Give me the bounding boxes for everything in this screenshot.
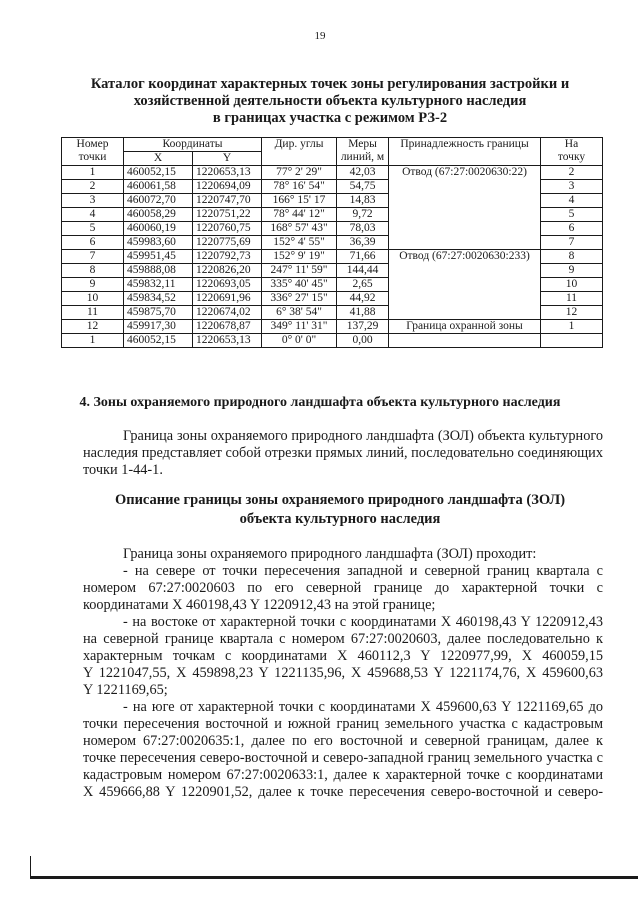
table-row <box>62 250 603 264</box>
cell-angle: 152° 4' 55" <box>262 236 337 250</box>
description-title-line: объекта культурного наследия <box>239 511 441 527</box>
page-number: 19 <box>314 30 326 42</box>
header-x: X <box>124 152 193 166</box>
text-line: номером 67:27:0020635:1, далее по его восточной и северной границам, далее к <box>83 733 603 749</box>
header-point-number: Номер точки <box>62 138 124 166</box>
text-line: номером 67:27:0020603 по его северной границе до характерной точки с <box>83 580 603 596</box>
cell-y: 1220693,05 <box>193 278 262 292</box>
catalog-title <box>60 76 600 127</box>
text-line: Граница зоны охраняемого природного ландшафта (ЗОЛ) проходит: <box>123 546 537 562</box>
catalog-title-line: в границах участка с режимом РЗ-2 <box>212 110 448 126</box>
cell-point: 9 <box>62 278 124 292</box>
text-line: точки 1-44-1. <box>83 462 163 478</box>
cell-x: 460052,15 <box>124 166 193 180</box>
cell-y: 1220792,73 <box>193 250 262 264</box>
description-lead <box>123 546 603 563</box>
cell-x: 460058,29 <box>124 208 193 222</box>
cell-point: 11 <box>62 306 124 320</box>
cell-length: 71,66 <box>337 250 389 264</box>
cell-to-point: 12 <box>541 306 603 320</box>
text-line: координатами X 460198,43 Y 1220912,43 на этой границе; <box>83 597 436 613</box>
cell-x: 459917,30 <box>124 320 193 334</box>
cell-y: 1220653,13 <box>193 166 262 180</box>
cell-point: 1 <box>62 334 124 348</box>
cell-length: 2,65 <box>337 278 389 292</box>
cell-x: 459875,70 <box>124 306 193 320</box>
catalog-title-line: Каталог координат характерных точек зоны регулирования застройки и <box>90 76 570 92</box>
cell-angle: 349° 11' 31" <box>262 320 337 334</box>
cell-to-point: 5 <box>541 208 603 222</box>
cell-to-point: 2 <box>541 166 603 180</box>
cell-to-point: 3 <box>541 180 603 194</box>
cell-to-point: 6 <box>541 222 603 236</box>
cell-y: 1220653,13 <box>193 334 262 348</box>
table-row <box>62 166 603 180</box>
cell-to-point: 4 <box>541 194 603 208</box>
text-line: на северной границе квартала с номером 67:27:0020603, далее последовательно к <box>83 631 603 647</box>
text-line: точке пересечения северо-восточной и северо-западной границ земельного участка с <box>83 750 603 766</box>
cell-boundary: Отвод (67:27:0020630:22) <box>389 166 541 250</box>
table-row <box>62 334 603 348</box>
cell-angle: 336° 27' 15" <box>262 292 337 306</box>
text-line: - на востоке от характерной точки с координатами X 460198,43 Y 1220912,43 <box>123 614 603 630</box>
cell-angle: 0° 0' 0" <box>262 334 337 348</box>
catalog-title-line: хозяйственной деятельности объекта культурного наследия <box>133 93 527 109</box>
header-boundary: Принадлежность границы <box>389 138 541 166</box>
cell-boundary-empty <box>389 334 541 348</box>
header-coordinates: Координаты <box>124 138 262 152</box>
cell-boundary: Отвод (67:27:0020630:233) <box>389 250 541 320</box>
table-row <box>62 320 603 334</box>
cell-point: 7 <box>62 250 124 264</box>
header-direction: Дир. углы <box>262 138 337 166</box>
cell-point: 8 <box>62 264 124 278</box>
cell-point: 12 <box>62 320 124 334</box>
cell-point: 3 <box>62 194 124 208</box>
cell-to-point: 9 <box>541 264 603 278</box>
cell-angle: 152° 9' 19" <box>262 250 337 264</box>
cell-y: 1220826,20 <box>193 264 262 278</box>
cell-y: 1220751,22 <box>193 208 262 222</box>
text-line: наследия представляет собой отрезки прямых линий, последовательно соединяющих <box>83 445 603 461</box>
text-line: кадастровым номером 67:27:0020633:1, далее к характерной точке с координатами <box>83 767 603 783</box>
header-y: Y <box>193 152 262 166</box>
cell-length: 0,00 <box>337 334 389 348</box>
cell-x: 459951,45 <box>124 250 193 264</box>
cell-x: 459888,08 <box>124 264 193 278</box>
cell-to-point: 7 <box>541 236 603 250</box>
cell-x: 459832,11 <box>124 278 193 292</box>
cell-x: 460061,58 <box>124 180 193 194</box>
text-line: Граница зоны охраняемого природного ландшафта (ЗОЛ) объекта культурного <box>123 428 603 444</box>
cell-length: 41,88 <box>337 306 389 320</box>
cell-boundary: Граница охранной зоны <box>389 320 541 334</box>
cell-point: 5 <box>62 222 124 236</box>
description-body <box>83 563 603 801</box>
cell-length: 42,03 <box>337 166 389 180</box>
cell-point: 1 <box>62 166 124 180</box>
cell-point: 2 <box>62 180 124 194</box>
cell-angle: 247° 11' 59" <box>262 264 337 278</box>
cell-angle: 78° 44' 12" <box>262 208 337 222</box>
text-line: Y 1221047,55, X 459898,23 Y 1221135,96, X 459688,53 Y 1221174,76, X 459600,63 <box>83 665 603 681</box>
coordinates-table <box>61 137 603 348</box>
cell-x: 460072,70 <box>124 194 193 208</box>
cell-y: 1220694,09 <box>193 180 262 194</box>
cell-length: 44,92 <box>337 292 389 306</box>
cell-length: 54,75 <box>337 180 389 194</box>
cell-length: 144,44 <box>337 264 389 278</box>
cell-to-point: 1 <box>541 320 603 334</box>
cell-angle: 166° 15' 17 <box>262 194 337 208</box>
cell-to-point: 11 <box>541 292 603 306</box>
section-heading: 4. Зоны охраняемого природного ландшафта объекта культурного наследия <box>79 395 561 410</box>
scan-edge-mark <box>30 856 31 878</box>
cell-y: 1220760,75 <box>193 222 262 236</box>
cell-point: 4 <box>62 208 124 222</box>
text-line: - на юге от характерной точки с координатами X 459600,63 Y 1221169,65 до <box>123 699 603 715</box>
scan-edge-bar <box>30 876 638 879</box>
cell-to-point <box>541 334 603 348</box>
cell-angle: 77° 2' 29" <box>262 166 337 180</box>
cell-y: 1220678,87 <box>193 320 262 334</box>
cell-length: 36,39 <box>337 236 389 250</box>
intro-paragraph <box>83 428 603 479</box>
cell-to-point: 8 <box>541 250 603 264</box>
cell-y: 1220775,69 <box>193 236 262 250</box>
text-line: - на севере от точки пересечения западной и северной границ квартала с <box>123 563 603 579</box>
cell-angle: 78° 16' 54" <box>262 180 337 194</box>
header-length: Меры линий, м <box>337 138 389 166</box>
cell-length: 9,72 <box>337 208 389 222</box>
text-line: точки пересечения восточной и южной границ земельного участка с кадастровым <box>83 716 603 732</box>
cell-length: 14,83 <box>337 194 389 208</box>
cell-length: 78,03 <box>337 222 389 236</box>
cell-angle: 335° 40' 45" <box>262 278 337 292</box>
text-line: Y 1221169,65; <box>83 682 168 698</box>
cell-length: 137,29 <box>337 320 389 334</box>
cell-y: 1220674,02 <box>193 306 262 320</box>
cell-x: 459983,60 <box>124 236 193 250</box>
cell-to-point: 10 <box>541 278 603 292</box>
cell-x: 460052,15 <box>124 334 193 348</box>
text-line: X 459666,88 Y 1220901,52, далее к точке пересечения северо-восточной и северо- <box>83 784 603 800</box>
text-line: характерным точкам с координатами X 460112,3 Y 1220977,99, X 460059,15 <box>83 648 603 664</box>
cell-point: 6 <box>62 236 124 250</box>
cell-x: 459834,52 <box>124 292 193 306</box>
cell-y: 1220747,70 <box>193 194 262 208</box>
cell-point: 10 <box>62 292 124 306</box>
cell-angle: 168° 57' 43" <box>262 222 337 236</box>
cell-x: 460060,19 <box>124 222 193 236</box>
header-to-point: На точку <box>541 138 603 166</box>
cell-angle: 6° 38' 54" <box>262 306 337 320</box>
description-title <box>80 491 600 529</box>
description-title-line: Описание границы зоны охраняемого природного ландшафта (ЗОЛ) <box>114 492 566 508</box>
cell-y: 1220691,96 <box>193 292 262 306</box>
